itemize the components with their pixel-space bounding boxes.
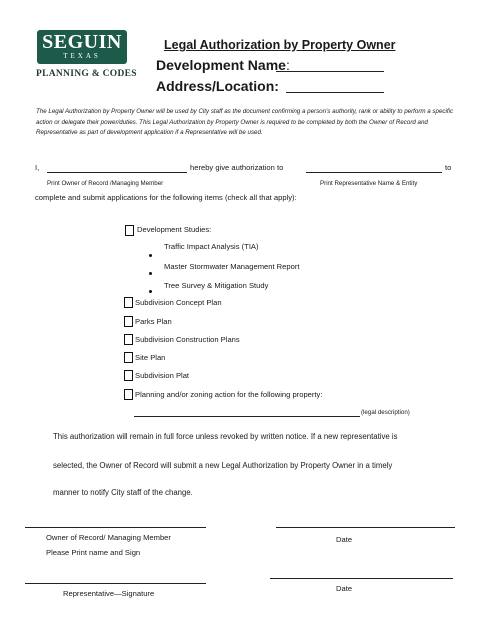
checklist-item-label: Planning and/or zoning action for the following property: [135,390,323,399]
owner-caption: Print Owner of Record /Managing Member [47,180,164,187]
owner-date-caption: Date [336,535,353,544]
study-item: Traffic Impact Analysis (TIA) [164,242,259,251]
owner-date-line[interactable] [276,527,455,528]
intro-text: The Legal Authorization by Property Owner will be used by City staff as the document confirming a person’s authority, rank or ability to perform a specific action or delegate their power/duties. This Legal Authorization by Property Owner is required to be completed by both the Owner of Record and Representative as part of development application if a Representative will be used. [36,108,454,136]
i-label: I, [35,163,40,172]
study-item: Tree Survey & Mitigation Study [164,281,269,290]
study-item: Master Stormwater Management Report [164,262,300,271]
checklist-item-label: Subdivision Construction Plans [135,335,240,344]
site-plan-checkbox[interactable] [124,352,133,363]
bullet-icon [149,254,152,257]
development-name-label: Development Name: [156,57,290,73]
complete-text: complete and submit applications for the following items (check all that apply): [35,193,297,202]
checklist-item-label: Parks Plan [135,317,172,326]
owner-name-field[interactable] [47,172,187,173]
paragraph-line: This authorization will remain in full force unless revoked by written notice. If a new representative is [53,432,398,441]
representative-caption: Print Representative Name & Entity [320,180,418,187]
owner-signature-instruction: Please Print name and Sign [46,548,141,557]
legal-description-field[interactable] [134,416,360,417]
address-label: Address/Location: [156,78,279,94]
legal-description-caption: (legal description) [361,409,410,416]
subdivision-concept-plan-checkbox[interactable] [124,297,133,308]
address-field[interactable] [286,92,384,93]
owner-signature-caption: Owner of Record/ Managing Member [46,533,171,542]
development-name-field[interactable] [276,71,384,72]
paragraph-line: selected, the Owner of Record will submit a new Legal Authorization by Property Owner in a timely [53,461,393,470]
bullet-icon [149,290,152,293]
subdivision-construction-plans-checkbox[interactable] [124,334,133,345]
checklist-item-label: Subdivision Concept Plan [135,298,222,307]
bullet-icon [149,272,152,275]
representative-name-field[interactable] [306,172,442,173]
to-text: to [445,163,452,172]
representative-date-line[interactable] [270,578,453,579]
subdivision-plat-checkbox[interactable] [124,370,133,381]
logo-department: PLANNING & CODES [36,69,137,79]
development-studies-checkbox[interactable] [125,225,134,236]
representative-signature-caption: Representative—Signature [63,589,155,598]
representative-date-caption: Date [336,584,353,593]
parks-plan-checkbox[interactable] [124,316,133,327]
development-studies-label: Development Studies: [137,225,212,234]
logo-name: SEGUIN [42,31,122,53]
representative-signature-line[interactable] [25,583,206,584]
give-authorization-text: hereby give authorization to [190,163,284,172]
checklist-item-label: Subdivision Plat [135,371,190,380]
paragraph-line: manner to notify City staff of the change. [53,488,193,497]
page-title: Legal Authorization by Property Owner [164,38,396,52]
planning-zoning-checkbox[interactable] [124,389,133,400]
checklist-item-label: Site Plan [135,353,166,362]
owner-signature-line[interactable] [25,527,206,528]
seguin-logo [37,30,127,64]
logo-state: TEXAS [63,52,101,60]
